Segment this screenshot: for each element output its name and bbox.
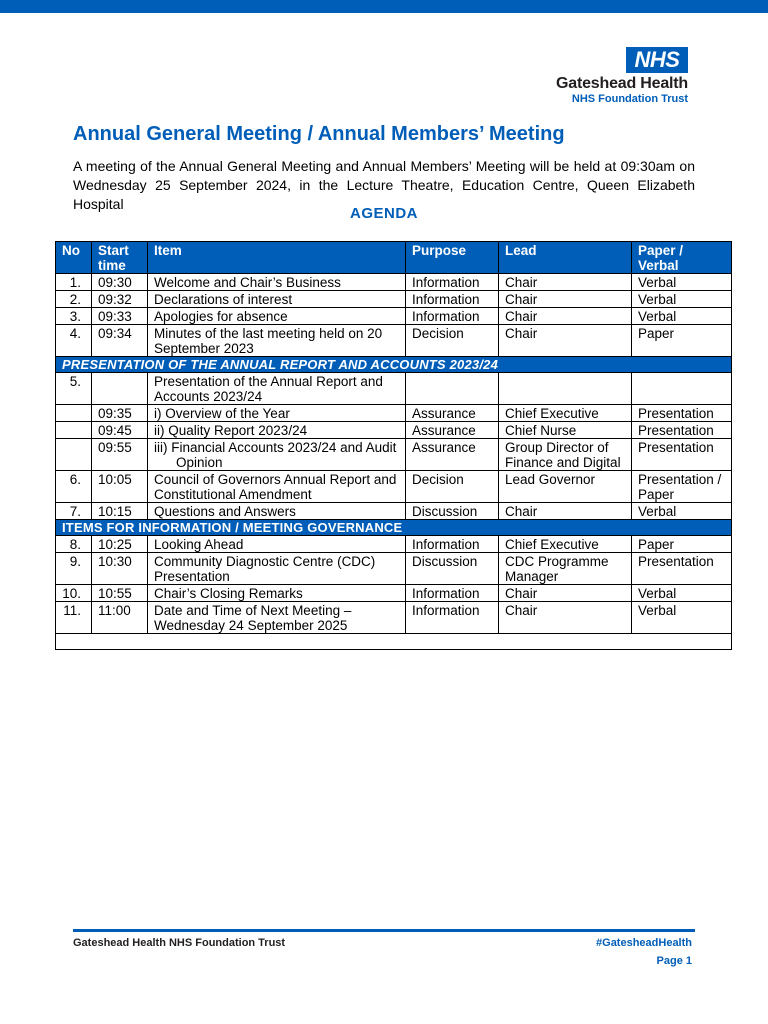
header-item: Item [148, 242, 406, 274]
row-item: Date and Time of Next Meeting – Wednesday 24 September 2025 [148, 602, 406, 634]
table-row [56, 536, 732, 553]
row-item: ii) Quality Report 2023/24 [148, 422, 406, 439]
table-row [56, 274, 732, 291]
row-paper [632, 373, 732, 405]
row-lead: Chief Nurse [499, 422, 632, 439]
table-row [56, 422, 732, 439]
agenda-heading: AGENDA [349, 205, 418, 222]
row-purpose: Decision [406, 471, 499, 503]
row-purpose: Discussion [406, 503, 499, 520]
row-purpose [406, 373, 499, 405]
row-no: 11. [56, 602, 92, 634]
row-no: 6. [56, 471, 92, 503]
nhs-logo [538, 47, 688, 107]
agenda-table [55, 241, 732, 650]
row-no: 7. [56, 503, 92, 520]
row-item [148, 439, 406, 471]
section-title-annual-report: PRESENTATION OF THE ANNUAL REPORT AND ACCOUNTS 2023/24 [56, 357, 732, 373]
row-time: 09:30 [92, 274, 148, 291]
table-row [56, 585, 732, 602]
row-purpose: Information [406, 585, 499, 602]
row-lead: Chair [499, 585, 632, 602]
row-time: 09:45 [92, 422, 148, 439]
row-lead: Chair [499, 274, 632, 291]
row-lead: Chair [499, 291, 632, 308]
table-row [56, 503, 732, 520]
row-no [56, 405, 92, 422]
row-no: 3. [56, 308, 92, 325]
row-no [56, 422, 92, 439]
section-title-governance: ITEMS FOR INFORMATION / MEETING GOVERNANCE [56, 520, 732, 536]
row-item: i) Overview of the Year [148, 405, 406, 422]
row-item: Community Diagnostic Centre (CDC) Presentation [148, 553, 406, 585]
row-time: 10:15 [92, 503, 148, 520]
page-number: Page 1 [656, 955, 692, 967]
row-paper: Paper [632, 536, 732, 553]
row-lead: Chief Executive [499, 405, 632, 422]
row-lead: Chief Executive [499, 536, 632, 553]
row-purpose: Decision [406, 325, 499, 357]
row-paper: Verbal [632, 602, 732, 634]
row-time: 09:34 [92, 325, 148, 357]
row-item: Apologies for absence [148, 308, 406, 325]
row-purpose: Information [406, 536, 499, 553]
row-lead: Lead Governor [499, 471, 632, 503]
row-item: Declarations of interest [148, 291, 406, 308]
page-title: Annual General Meeting / Annual Members’ Meeting [73, 123, 565, 145]
row-no: 8. [56, 536, 92, 553]
row-paper: Verbal [632, 291, 732, 308]
footer-hashtag: #GatesheadHealth [596, 937, 692, 949]
row-paper: Presentation [632, 405, 732, 422]
table-row [56, 325, 732, 357]
table-row [56, 471, 732, 503]
top-accent-bar [0, 0, 768, 13]
row-paper: Verbal [632, 503, 732, 520]
row-paper: Presentation [632, 422, 732, 439]
empty-cell [56, 634, 732, 650]
row-time: 10:55 [92, 585, 148, 602]
row-time: 10:25 [92, 536, 148, 553]
row-paper: Presentation [632, 439, 732, 471]
row-no: 10. [56, 585, 92, 602]
footer-divider [73, 929, 695, 932]
row-time: 09:33 [92, 308, 148, 325]
nhs-logo-mark: NHS [626, 47, 688, 73]
header-lead: Lead [499, 242, 632, 274]
row-paper: Paper [632, 325, 732, 357]
row-lead: Chair [499, 602, 632, 634]
row-paper: Presentation / Paper [632, 471, 732, 503]
row-purpose: Information [406, 602, 499, 634]
section-header-row [56, 520, 732, 536]
row-item: Questions and Answers [148, 503, 406, 520]
org-subtitle: NHS Foundation Trust [571, 93, 688, 105]
row-no [56, 439, 92, 471]
row-item-text: iii) Financial Accounts 2023/24 and Audit Opinion [154, 440, 397, 470]
org-name: Gateshead Health [556, 75, 688, 92]
row-purpose: Discussion [406, 553, 499, 585]
table-row [56, 308, 732, 325]
table-row [56, 405, 732, 422]
row-paper: Verbal [632, 274, 732, 291]
row-purpose: Information [406, 308, 499, 325]
footer-org: Gateshead Health NHS Foundation Trust [73, 937, 286, 949]
row-no: 1. [56, 274, 92, 291]
table-row [56, 553, 732, 585]
row-time [92, 373, 148, 405]
row-purpose: Information [406, 274, 499, 291]
row-item: Chair’s Closing Remarks [148, 585, 406, 602]
row-lead: Chair [499, 325, 632, 357]
table-row [56, 291, 732, 308]
section-header-row [56, 357, 732, 373]
row-time: 09:32 [92, 291, 148, 308]
row-lead: Chair [499, 308, 632, 325]
row-no: 5. [56, 373, 92, 405]
row-time: 09:35 [92, 405, 148, 422]
row-lead: Group Director of Finance and Digital [499, 439, 632, 471]
row-time: 10:05 [92, 471, 148, 503]
table-header-row [56, 242, 732, 274]
row-paper: Verbal [632, 308, 732, 325]
empty-row [56, 634, 732, 650]
header-start-time: Start time [92, 242, 148, 274]
header-no: No [56, 242, 92, 274]
row-purpose: Assurance [406, 405, 499, 422]
row-paper: Verbal [632, 585, 732, 602]
row-time: 10:30 [92, 553, 148, 585]
header-paper-verbal: Paper / Verbal [632, 242, 732, 274]
row-no: 9. [56, 553, 92, 585]
table-row [56, 439, 732, 471]
table-row [56, 373, 732, 405]
row-item: Looking Ahead [148, 536, 406, 553]
intro-paragraph: A meeting of the Annual General Meeting and Annual Members’ Meeting will be held at 09:30am on Wednesday 25 September 2024, in the Lecture Theatre, Education Centre, Queen Elizabeth Hospital [73, 158, 695, 212]
row-purpose: Information [406, 291, 499, 308]
row-paper: Presentation [632, 553, 732, 585]
header-purpose: Purpose [406, 242, 499, 274]
row-purpose: Assurance [406, 422, 499, 439]
row-purpose: Assurance [406, 439, 499, 471]
row-time: 09:55 [92, 439, 148, 471]
table-row [56, 602, 732, 634]
row-lead: Chair [499, 503, 632, 520]
row-item: Welcome and Chair’s Business [148, 274, 406, 291]
row-lead: CDC Programme Manager [499, 553, 632, 585]
row-item: Minutes of the last meeting held on 20 September 2023 [148, 325, 406, 357]
row-no: 4. [56, 325, 92, 357]
row-item: Presentation of the Annual Report and Accounts 2023/24 [148, 373, 406, 405]
row-time: 11:00 [92, 602, 148, 634]
row-item: Council of Governors Annual Report and Constitutional Amendment [148, 471, 406, 503]
row-no: 2. [56, 291, 92, 308]
row-lead [499, 373, 632, 405]
